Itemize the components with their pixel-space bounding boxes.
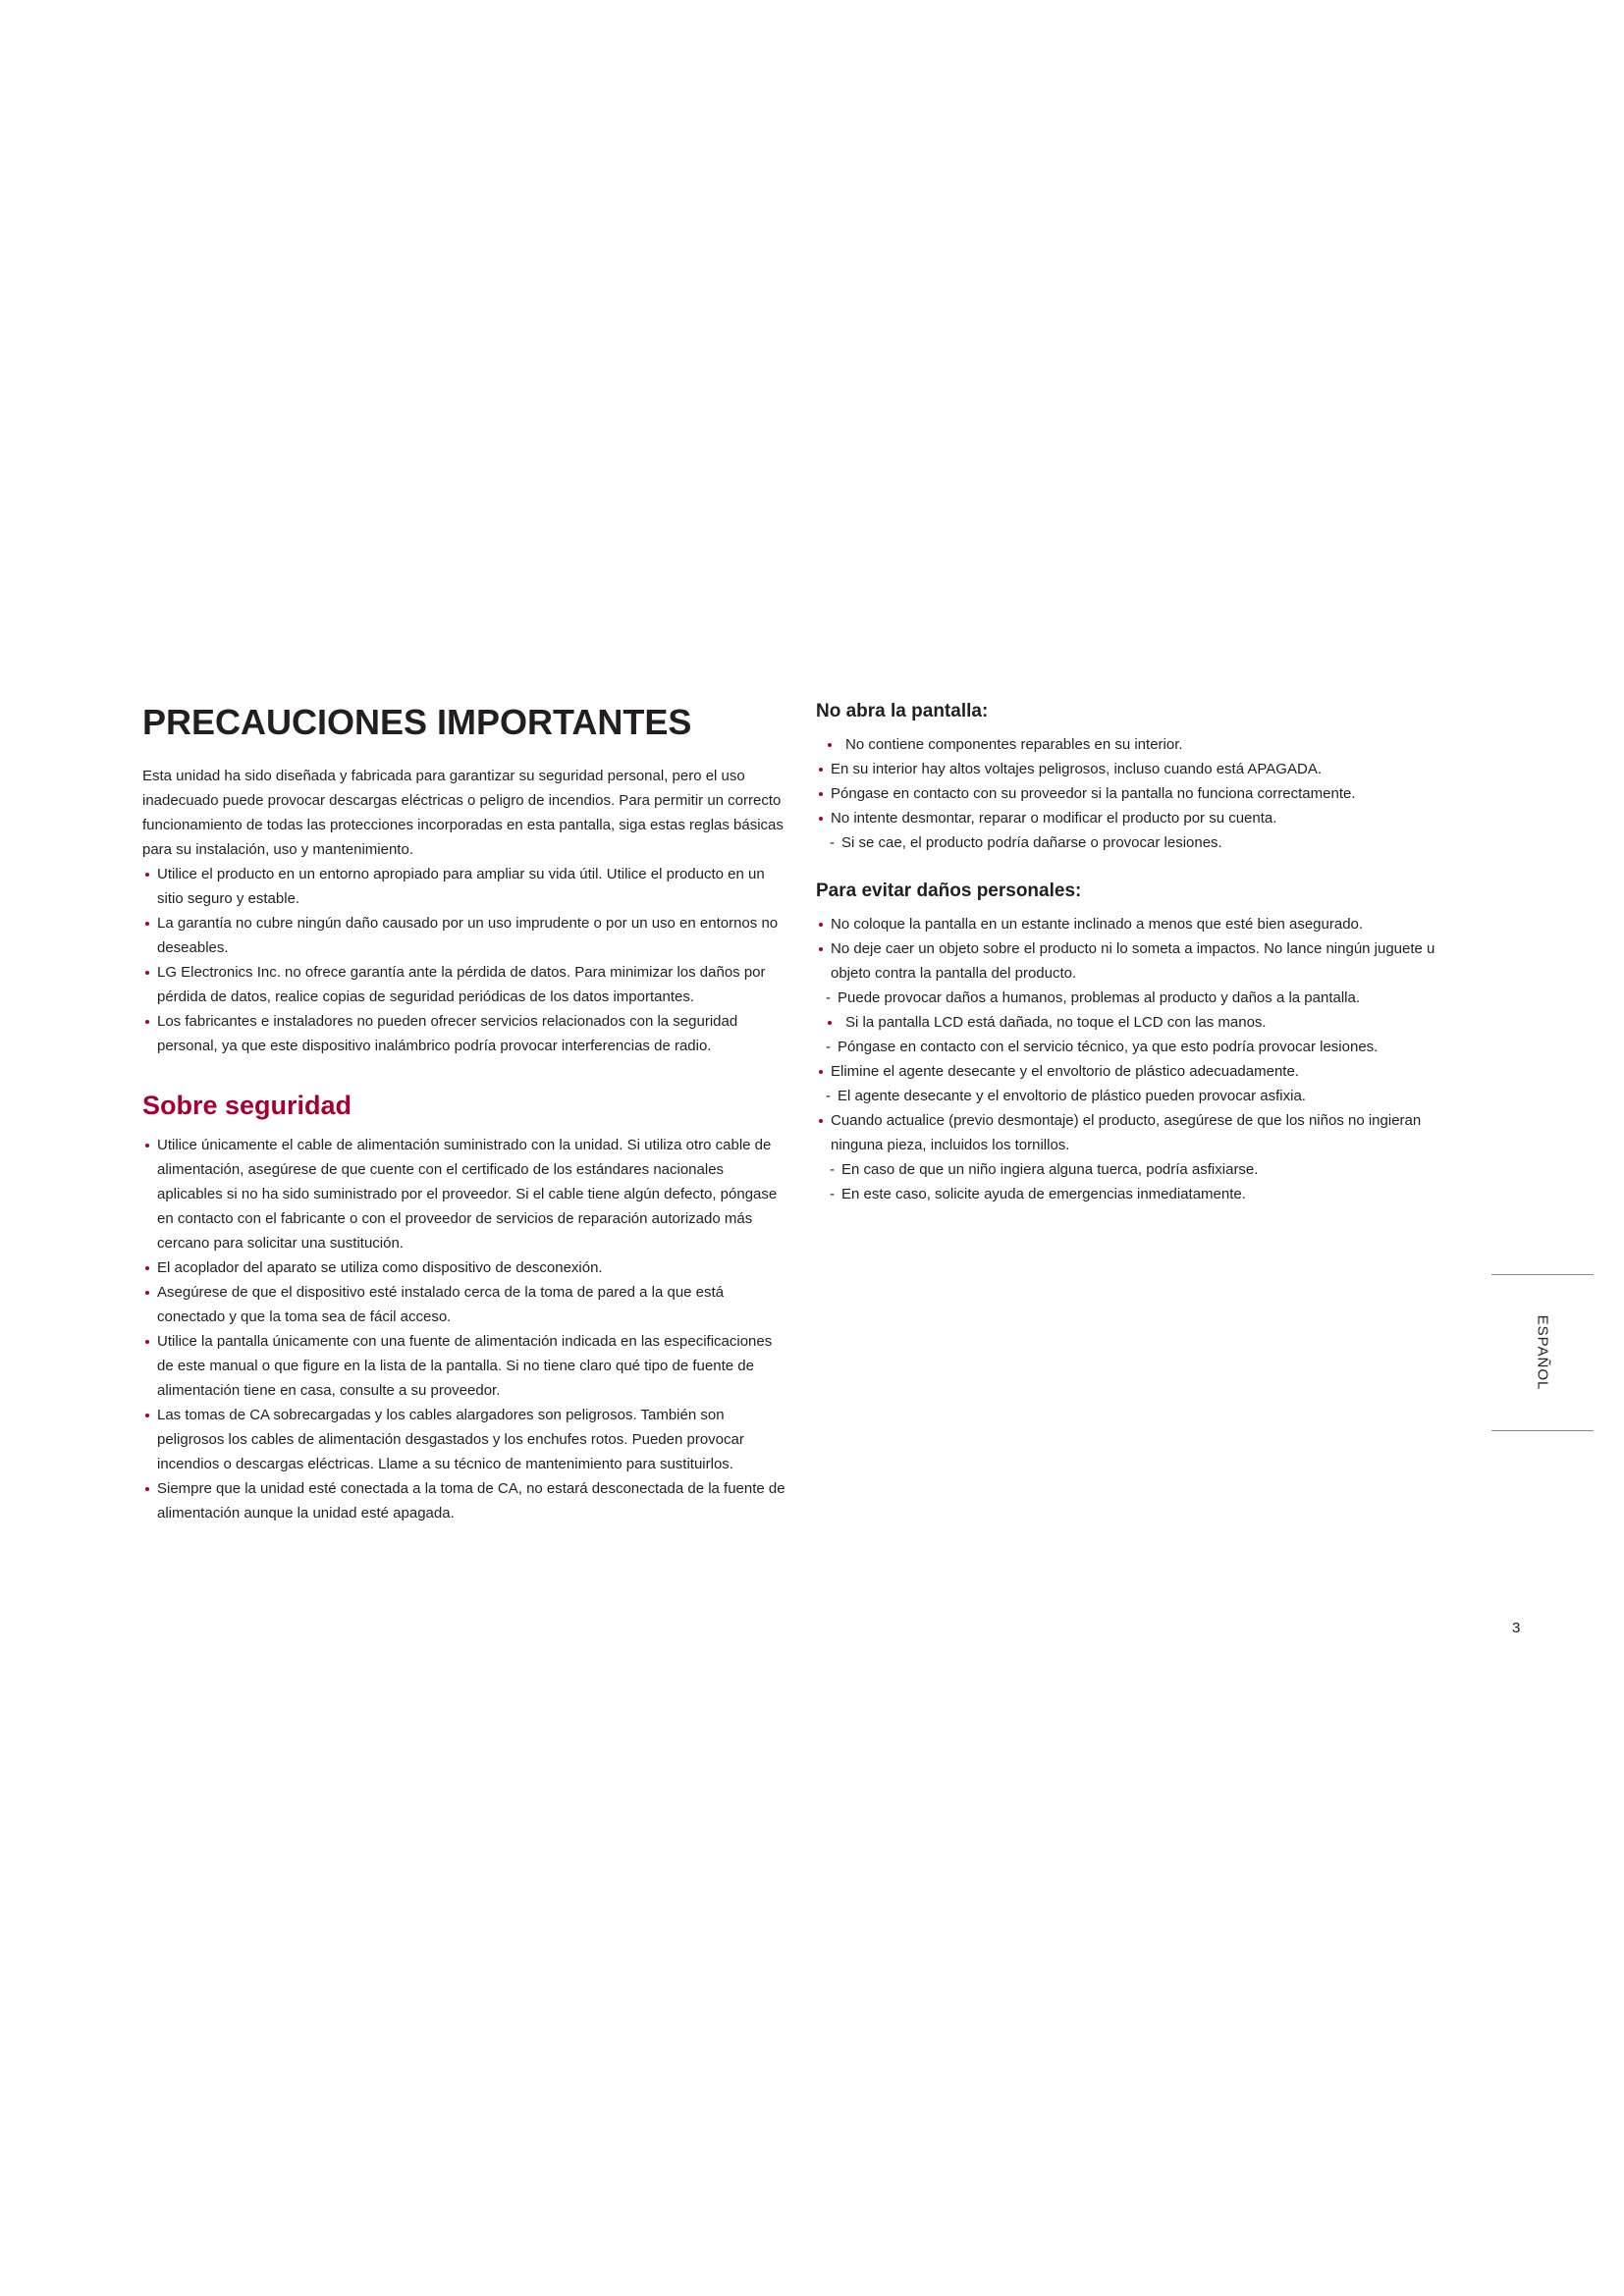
intro-paragraph: Esta unidad ha sido diseñada y fabricada para garantizar su seguridad personal, pero el uso inadecuado puede provocar descargas eléctricas o peligro de incendios. Para permitir un correcto funcionamiento de todas las protecciones incorporadas en esta pantalla, siga estas reglas básicas para su instalación, uso y mantenimiento. xyxy=(142,768,784,858)
list-item: No intente desmontar, reparar o modificar el producto por su cuenta. xyxy=(816,806,1464,830)
list-item: LG Electronics Inc. no ofrece garantía ante la pérdida de datos. Para minimizar los daños por pérdida de datos, realice copias de seguridad periódicas de los datos importantes. xyxy=(142,960,790,1009)
subsection-title-personal-injury: Para evitar daños personales: xyxy=(816,881,1082,901)
intro-list xyxy=(142,862,790,1058)
list-item: En su interior hay altos voltajes peligrosos, incluso cuando está APAGADA. xyxy=(816,757,1464,781)
page-number: 3 xyxy=(1512,1620,1521,1636)
list-item: Las tomas de CA sobrecargadas y los cables alargadores son peligrosos. También son peligrosos los cables de alimentación desgastados y los enchufes rotos. Pueden provocar incendios o descargas eléctricas. Llame a su técnico de mantenimiento para sustituirlos. xyxy=(142,1403,790,1476)
language-tab-label: ESPAÑOL xyxy=(1534,1314,1551,1391)
list-item: Utilice la pantalla únicamente con una fuente de alimentación indicada en las especificaciones de este manual o que figure en la lista de la pantalla. Si no tiene claro qué tipo de fuente de alimentación tiene en casa, consulte a su proveedor. xyxy=(142,1329,790,1403)
list-subitem: - Si se cae, el producto podría dañarse o provocar lesiones. xyxy=(816,830,1464,855)
list-item: Póngase en contacto con su proveedor si la pantalla no funciona correctamente. xyxy=(816,781,1464,806)
list-subitem: - En caso de que un niño ingiera alguna tuerca, podría asfixiarse. xyxy=(816,1157,1464,1182)
open-screen-list xyxy=(816,732,1464,855)
list-item: No deje caer un objeto sobre el producto ni lo someta a impactos. No lance ningún juguete u objeto contra la pantalla del producto. xyxy=(816,936,1464,986)
language-tab xyxy=(1491,1274,1594,1431)
list-item: Asegúrese de que el dispositivo esté instalado cerca de la toma de pared a la que está conectado y que la toma sea de fácil acceso. xyxy=(142,1280,790,1329)
list-item: Siempre que la unidad esté conectada a la toma de CA, no estará desconectada de la fuente de alimentación aunque la unidad esté apagada. xyxy=(142,1476,790,1525)
list-subitem: - Puede provocar daños a humanos, problemas al producto y daños a la pantalla. xyxy=(816,986,1464,1010)
safety-list xyxy=(142,1133,790,1525)
list-item: No contiene componentes reparables en su interior. xyxy=(816,732,1464,757)
list-item: Utilice el producto en un entorno apropiado para ampliar su vida útil. Utilice el producto en un sitio seguro y estable. xyxy=(142,862,790,911)
list-item: Los fabricantes e instaladores no pueden ofrecer servicios relacionados con la seguridad personal, ya que este dispositivo inalámbrico podría provocar interferencias de radio. xyxy=(142,1009,790,1058)
list-item: La garantía no cubre ningún daño causado por un uso imprudente o por un uso en entornos no deseables. xyxy=(142,911,790,960)
list-item: Utilice únicamente el cable de alimentación suministrado con la unidad. Si utiliza otro cable de alimentación, asegúrese de que cuente con el certificado de los estándares nacionales aplicables si no ha sido suministrado por el proveedor. Si el cable tiene algún defecto, póngase en contacto con el fabricante o con el proveedor de servicios de reparación autorizado más cercano para solicitar una sustitución. xyxy=(142,1133,790,1255)
list-subitem: - Póngase en contacto con el servicio técnico, ya que esto podría provocar lesiones. xyxy=(816,1035,1464,1059)
list-item: Si la pantalla LCD está dañada, no toque el LCD con las manos. xyxy=(816,1010,1464,1035)
list-subitem: - En este caso, solicite ayuda de emergencias inmediatamente. xyxy=(816,1182,1464,1206)
page-title: PRECAUCIONES IMPORTANTES xyxy=(142,702,692,742)
section-title-safety: Sobre seguridad xyxy=(142,1091,352,1120)
personal-injury-list xyxy=(816,912,1464,1206)
list-item: Elimine el agente desecante y el envoltorio de plástico adecuadamente. xyxy=(816,1059,1464,1084)
left-column xyxy=(142,699,790,1525)
list-item: Cuando actualice (previo desmontaje) el producto, asegúrese de que los niños no ingieran ninguna pieza, incluidos los tornillos. xyxy=(816,1108,1464,1157)
subsection-title-open-screen: No abra la pantalla: xyxy=(816,701,989,721)
list-item: El acoplador del aparato se utiliza como dispositivo de desconexión. xyxy=(142,1255,790,1280)
list-item: No coloque la pantalla en un estante inclinado a menos que esté bien asegurado. xyxy=(816,912,1464,936)
right-column xyxy=(816,699,1464,1206)
list-subitem: - El agente desecante y el envoltorio de plástico pueden provocar asfixia. xyxy=(816,1084,1464,1108)
